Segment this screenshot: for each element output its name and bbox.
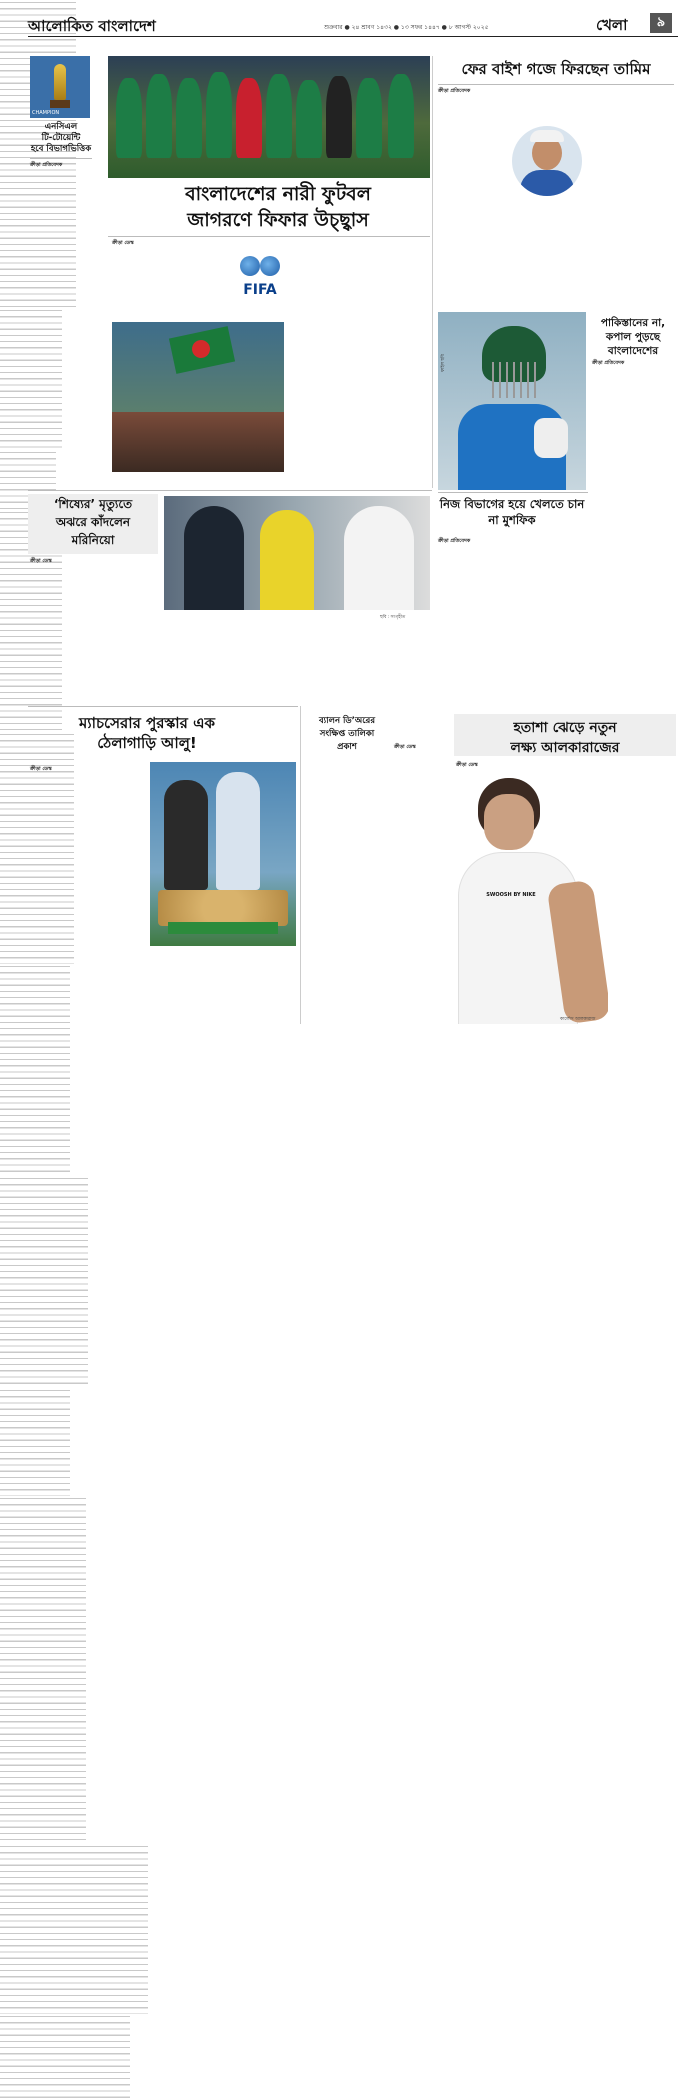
pakistan-headline-3: বাংলাদেশের [607, 345, 659, 357]
mushfiq-photo [438, 312, 586, 490]
mushfiq-headline: নিজ বিভাগের হয়ে খেলতে চান না মুশফিক [439, 497, 585, 527]
tamim-body-col3 [0, 1388, 70, 1496]
alcaraz-photo [456, 772, 608, 1024]
lead-headline-1: বাংলাদেশের নারী ফুটবল [185, 183, 371, 205]
tamim-body-col2 [0, 1176, 88, 1388]
potato-photo [150, 762, 296, 946]
potato-headline-1: ম্যাচসেরার পুরস্কার এক [78, 714, 216, 732]
ballon-headline-2: সংক্ষিপ্ত তালিকা [319, 729, 375, 739]
pakistan-byline: ক্রীড়া প্রতিবেদক [592, 360, 625, 366]
lead-body-col1 [0, 308, 62, 450]
photo-credit: ফাইল ছবি [441, 354, 446, 372]
coach-headline-2: অঝরে কাঁদলেন [55, 515, 131, 529]
dateline: শুক্রবার ● ২৪ শ্রাবণ ১৪৩২ ● ১৩ সফর ১৪৪৭ ● ৮ আগস্ট ২০২৫ [324, 24, 489, 31]
fifa-wordmark: FIFA [243, 282, 277, 298]
globe-icon [260, 256, 280, 276]
potato-headline-2: ঠেলাগাড়ি আলু! [97, 734, 197, 752]
pakistan-headline-1: পাকিস্তানের না, [600, 317, 666, 329]
mushfiq-body [0, 1844, 148, 2014]
pakistan-headline-2: কপাল পুড়ছে [605, 331, 661, 343]
ballon-headline-3: প্রকাশ [337, 742, 357, 752]
brief-headline: এনসিএল টি-টোয়েন্টি হবে বিভাগভিত্তিক [30, 122, 92, 154]
lead-headline-2: জাগরণে ফিফার উচ্ছ্বাস [187, 209, 369, 231]
brief-byline: ক্রীড়া প্রতিবেদক [30, 162, 63, 168]
fans-photo [112, 322, 284, 472]
alcaraz-byline: ক্রীড়া ডেস্ক [456, 762, 478, 768]
section-name: খেলা [596, 16, 628, 34]
tamim-headline: ফের বাইশ গজে ফিরছেন তামিম [461, 60, 651, 78]
ballon-byline: ক্রীড়া ডেস্ক [394, 744, 416, 750]
coach-byline: ক্রীড়া ডেস্ক [30, 558, 52, 564]
trophy-label: CHAMPION [32, 110, 60, 116]
coach-body-col1 [0, 2014, 130, 2100]
tamim-portrait [512, 126, 582, 196]
alcaraz-headline-1: হতাশা ঝেড়ে নতুন [513, 720, 617, 736]
coach-headline-1: ‘শিষ্যের’ মৃত্যুতে [53, 497, 133, 511]
coach-headline-3: মরিনিয়ো [71, 533, 115, 547]
pakistan-body [0, 1496, 86, 1844]
coach-headline-box [28, 494, 158, 554]
alcaraz-headline-2: লক্ষ্য আলকারাজের [510, 740, 620, 756]
tamim-byline: ক্রীড়া প্রতিবেদক [438, 88, 471, 94]
potato-byline: ক্রীড়া ডেস্ক [30, 766, 52, 772]
women-team-photo [108, 56, 430, 178]
coach-photo [164, 496, 430, 610]
lead-byline: ক্রীড়া ডেস্ক [112, 240, 134, 246]
page-number: ৯ [650, 13, 672, 33]
mushfiq-byline: ক্রীড়া প্রতিবেদক [438, 538, 471, 544]
ballon-headline-1: ব্যালন ডি’অরের [318, 716, 376, 726]
tamim-body-col1 [0, 964, 70, 1176]
newspaper-logo: আলোকিত বাংলাদেশ [28, 17, 156, 35]
trophy-photo [30, 56, 90, 118]
globe-icon [240, 256, 260, 276]
shirt-logo: SWOOSH BY NIKE [486, 892, 536, 898]
fifa-logo [236, 252, 284, 312]
coach-photo-caption: ছবি : সংগৃহীত [380, 615, 406, 620]
alcaraz-photo-caption: কার্লোস আলকারাজ [560, 1017, 596, 1022]
alcaraz-headline-box [454, 714, 676, 756]
masthead [28, 14, 678, 37]
